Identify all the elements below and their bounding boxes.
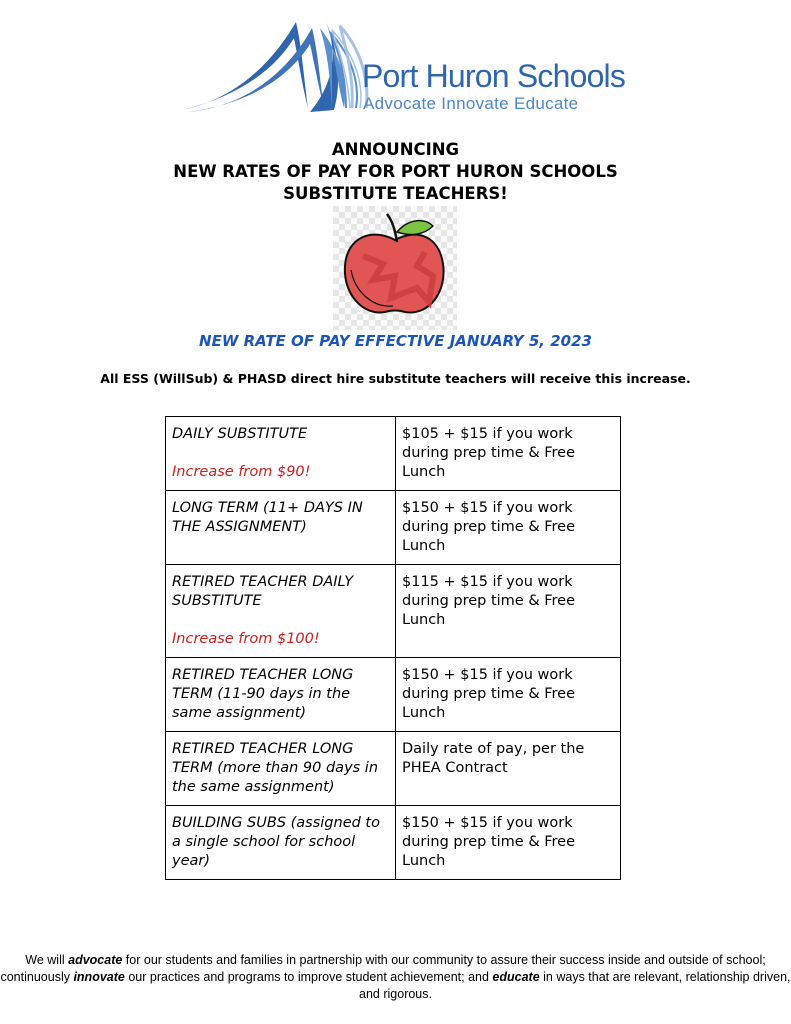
mission-innovate: innovate <box>73 970 125 984</box>
rate-label: BUILDING SUBS (assigned to a single school for school year) <box>172 815 380 869</box>
rate-label: RETIRED TEACHER LONG TERM (11-90 days in the same assignment) <box>172 667 354 721</box>
table-row <box>166 658 621 732</box>
effective-date: NEW RATE OF PAY EFFECTIVE JANUARY 5, 2023 <box>199 332 592 350</box>
heading-line-2: NEW RATES OF PAY FOR PORT HURON SCHOOLS <box>173 162 618 181</box>
mission-advocate: advocate <box>68 953 123 967</box>
mission-text: our practices and programs to improve student achievement; and <box>124 970 493 984</box>
table-row <box>166 491 621 565</box>
table-row <box>166 565 621 658</box>
mission-statement <box>0 952 791 1003</box>
rate-label-cell <box>166 491 396 565</box>
rate-label: RETIRED TEACHER LONG TERM (more than 90 days in the same assignment) <box>172 741 379 795</box>
rate-label: DAILY SUBSTITUTE <box>172 426 308 442</box>
logo-tagline: Advocate Innovate Educate <box>363 94 579 113</box>
mission-text: for our students and families in partnership with our community to assure their success inside and outside of school; continuously <box>0 953 766 984</box>
table-row <box>166 417 621 491</box>
rate-label-cell <box>166 417 396 491</box>
rate-pay: $150 + $15 if you work during prep time & Free Lunch <box>396 806 621 880</box>
rate-pay: Daily rate of pay, per the PHEA Contract <box>396 732 621 806</box>
apple-illustration <box>333 206 457 330</box>
rate-label-cell <box>166 732 396 806</box>
heading-line-1: ANNOUNCING <box>331 140 460 159</box>
rate-label-cell <box>166 806 396 880</box>
rates-table <box>165 416 621 880</box>
mission-educate: educate <box>492 970 540 984</box>
eligibility-note: All ESS (WillSub) & PHASD direct hire substitute teachers will receive this increase. <box>100 371 691 386</box>
increase-note: Increase from $100! <box>172 631 320 647</box>
rate-label-cell <box>166 565 396 658</box>
increase-note: Increase from $90! <box>172 464 311 480</box>
heading-line-3: SUBSTITUTE TEACHERS! <box>283 184 508 203</box>
table-row <box>166 806 621 880</box>
rate-pay: $115 + $15 if you work during prep time & Free Lunch <box>396 565 621 658</box>
table-row <box>166 732 621 806</box>
rate-pay: $150 + $15 if you work during prep time & Free Lunch <box>396 658 621 732</box>
rate-label: RETIRED TEACHER DAILY SUBSTITUTE <box>172 574 354 609</box>
rate-label: LONG TERM (11+ DAYS IN THE ASSIGNMENT) <box>172 500 363 535</box>
logo-wordmark: Port Huron Schools <box>362 58 626 94</box>
rate-pay: $150 + $15 if you work during prep time & Free Lunch <box>396 491 621 565</box>
mission-text: in ways that are relevant, relationship driven, and rigorous. <box>359 970 791 1001</box>
mission-text: We will <box>25 953 69 967</box>
rate-label-cell <box>166 658 396 732</box>
rate-pay: $105 + $15 if you work during prep time & Free Lunch <box>396 417 621 491</box>
